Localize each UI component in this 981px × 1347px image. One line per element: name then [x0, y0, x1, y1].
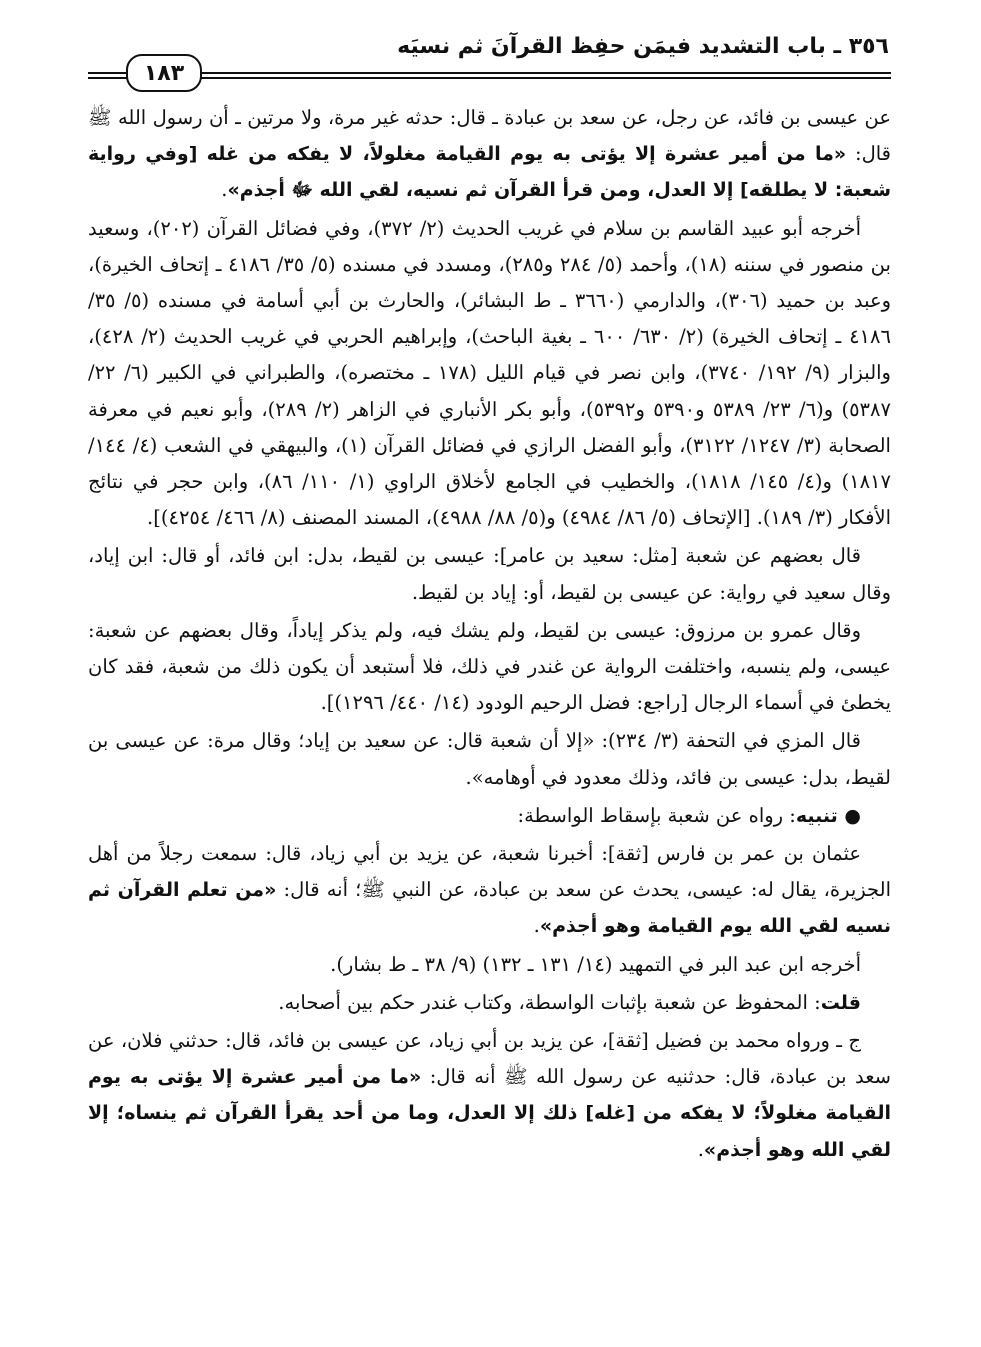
- bold-text: قلت: [820, 991, 861, 1014]
- paragraph: [88, 613, 891, 722]
- header-rule: [88, 72, 891, 79]
- paragraph: [88, 985, 891, 1021]
- text-span: أخرجه أبو عبيد القاسم بن سلام في غريب الحديث (٢/ ٣٧٢)، وفي فضائل القرآن (٢٠٢)، وسعيد بن منصور في سننه (١٨)، وأحمد (٥/ ٢٨٤ و٢٨٥)، ومسدد في مسنده (٥/ ٣٥/ ٤١٨٦ ـ إتحاف الخيرة)، وعبد بن حميد (٣٠٦)، والدارمي (٣٦٦٠ ـ ط البشائر)، والحارث بن أبي أسامة في مسنده (٥/ ٣٥/ ٤١٨٦ ـ إتحاف الخيرة) (٢/ ٦٣٠/ ٦٠٠ ـ بغية الباحث)، وإبراهيم الحربي في غريب الحديث (٢/ ٤٢٨)، والبزار (٩/ ١٩٢/ ٣٧٤٠)، وابن نصر في قيام الليل (١٧٨ ـ مختصره)، والطبراني في الكبير (٦/ ٢٢/ ٥٣٨٧) و(٦/ ٢٣/ ٥٣٨٩ و٥٣٩٠ و٥٣٩٢)، وأبو بكر الأنباري في الزاهر (٢/ ٢٨٩)، وأبو نعيم في معرفة الصحابة (٣/ ١٢٤٧/ ٣١٢٢)، وأبو الفضل الرازي في فضائل القرآن (١)، والبيهقي في الشعب (٤/ ١٤٤/ ١٨١٧) و(٤/ ١٤٥/ ١٨١٨)، والخطيب في الجامع لأخلاق الراوي (١/ ١١٠/ ٨٦)، وابن حجر في نتائج الأفكار (٣/ ١٨٩). [الإتحاف (٥/ ٨٦/ ٤٩٨٤) و(٥/ ٨٨/ ٤٩٨٨)، المسند المصنف (٨/ ٤٦٦/ ٤٢٥٤)].: [88, 216, 892, 530]
- text-span: .: [221, 178, 228, 202]
- bold-text: «من تعلم القرآن ثم نسيه لقي الله يوم القيامة وهو أجذم»: [88, 879, 891, 938]
- paragraph: [88, 723, 891, 795]
- text-span: : المحفوظ عن شعبة بإثبات الواسطة، وكتاب غندر حكم بين أصحابه.: [278, 990, 821, 1014]
- page-header: [88, 26, 891, 86]
- text-span: : رواه عن شعبة بإسقاط الواسطة:: [517, 803, 796, 827]
- text-span: قال المزي في التحفة (٣/ ٢٣٤): «إلا أن شعبة قال: عن سعيد بن إياد؛ وقال مرة: عن عيسى بن لقيط، بدل: عيسى بن فائد، وذلك معدود في أوهامه».: [88, 729, 891, 789]
- text-span: قال بعضهم عن شعبة [مثل: سعيد بن عامر]: عيسى بن لقيط، بدل: ابن فائد، أو قال: ابن إياد، وقال سعيد في رواية: عن عيسى بن لقيط، أو: إياد بن لقيط.: [88, 544, 891, 604]
- text-span: أخرجه ابن عبد البر في التمهيد (١٤/ ١٣١ ـ ١٣٢) (٩/ ٣٨ ـ ط بشار).: [330, 952, 861, 976]
- chapter-title: ٣٥٦ ـ باب التشديد فيمَن حفِظ القرآنَ ثم نسيَه: [397, 34, 889, 59]
- bold-text: تنبيه: [795, 804, 838, 827]
- paragraph: [88, 798, 891, 834]
- bold-text: «ما من أمير عشرة إلا يؤتى به يوم القيامة مغلولاً، لا يفكه من غله [وفي رواية شعبة: لا يطلقه] إلا العدل، ومن قرأ القرآن ثم نسيه، لقي الله ﷻ أجذم»: [88, 143, 891, 202]
- bold-text: ●: [837, 804, 861, 827]
- page: [88, 26, 891, 1347]
- paragraph: [88, 538, 891, 610]
- bold-text: «ما من أمير عشرة إلا يؤتى به يوم القيامة مغلولاً؛ لا يفكه من [غله] ذلك إلا العدل، وما من أحد يقرأ القرآن ثم ينساه؛ إلا لقي الله وهو أجذم»: [88, 1066, 891, 1161]
- text-span: عن عيسى بن فائد، عن رجل، عن سعد بن عبادة ـ قال: حدثه غير مرة، ولا مرتين ـ أن رسول الله ﷺ قال:: [88, 106, 892, 166]
- page-number: ١٨٣: [126, 54, 202, 92]
- text-span: عثمان بن عمر بن فارس [ثقة]: أخبرنا شعبة، عن يزيد بن أبي زياد، قال: سمعت رجلاً من أهل الجزيرة، يقال له: عيسى، يحدث عن سعد بن عبادة، عن النبي ﷺ؛ أنه قال:: [88, 842, 891, 902]
- text-span: .: [533, 914, 540, 938]
- text-span: .: [697, 1137, 704, 1161]
- paragraph: [88, 947, 891, 983]
- paragraph: [88, 100, 891, 209]
- paragraph: [88, 211, 891, 537]
- paragraph: [88, 1023, 891, 1168]
- body-text: [88, 100, 891, 1170]
- paragraph: [88, 836, 891, 945]
- text-span: ج ـ ورواه محمد بن فضيل [ثقة]، عن يزيد بن أبي زياد، عن عيسى بن فائد، قال: حدثني فلان، عن سعد بن عبادة، قال: حدثنيه عن رسول الله ﷺ أنه قال:: [88, 1029, 892, 1089]
- text-span: وقال عمرو بن مرزوق: عيسى بن لقيط، ولم يشك فيه، ولم يذكر إياداً، وقال بعضهم عن شعبة: عيسى، ولم ينسبه، واختلفت الرواية عن غندر في ذلك، فلا أستبعد أن يكون ذلك من شعبة، فقد كان يخطئ في أسماء الرجال [راجع: فضل الرحيم الودود (١٤/ ٤٤٠/ ١٢٩٦)].: [88, 618, 891, 715]
